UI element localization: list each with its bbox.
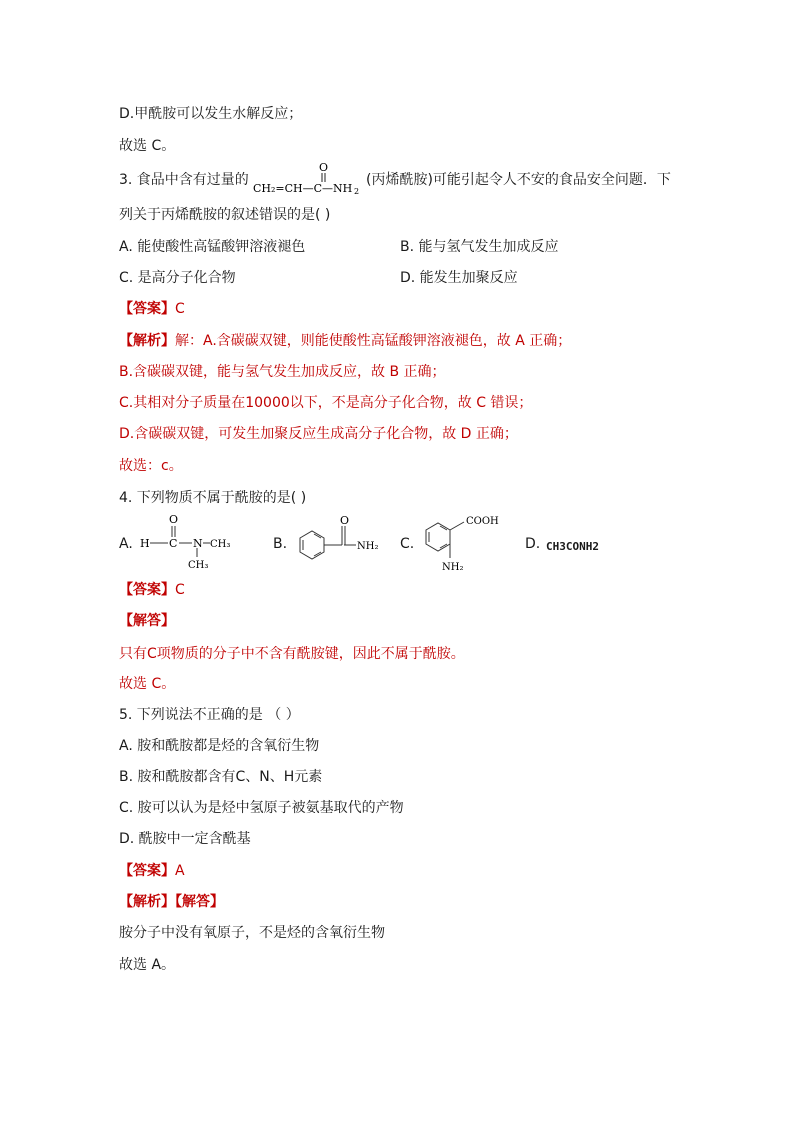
q3-analysis-line-4: D.含碳碳双键，可发生加聚反应生成高分子化合物，故 D 正确；: [119, 426, 518, 442]
struct-b-o: O: [340, 514, 350, 527]
q5-answer-tag: 【答案】: [119, 863, 175, 879]
q5-stem: 5. 下列说法不正确的是 （ ）: [119, 707, 300, 723]
q5-option-d: D. 酰胺中一定含酰基: [119, 831, 251, 847]
q4-structure-a: [138, 510, 230, 572]
q4-answer-tag: 【答案】: [119, 582, 175, 598]
q3-option-b: B. 能与氢气发生加成反应: [400, 239, 559, 255]
q4-solution-tag: 【解答】: [119, 613, 175, 629]
q5-option-a: A. 胺和酰胺都是烃的含氧衍生物: [119, 738, 320, 754]
q3-stem-prefix: 3. 食品中含有过量的: [119, 172, 249, 188]
struct-c-nh2: NH₂: [442, 562, 464, 573]
struct-a-o: O: [169, 513, 179, 526]
q4-option-b-label: B.: [273, 536, 288, 552]
q4-solution: 只有C项物质的分子中不含有酰胺键，因此不属于酰胺。: [119, 646, 465, 662]
acrylamide-sub: 2: [354, 187, 360, 196]
q3-option-a: A. 能使酸性高锰酸钾溶液褪色: [119, 239, 306, 255]
q4-structure-c: [418, 510, 510, 576]
q3-analysis-line-3: C.其相对分子质量在10000以下，不是高分子化合物，故 C 错误；: [119, 395, 533, 411]
q3-stem-suffix: (丙烯酰胺)可能引起令人不安的食品安全问题．下: [366, 172, 671, 188]
q4-choice: 故选 C。: [119, 676, 176, 692]
acrylamide-formula: [250, 160, 362, 196]
q3-analysis-tag: 【解析】: [119, 333, 175, 349]
q4-stem: 4. 下列物质不属于酰胺的是( ): [119, 490, 307, 506]
q2-choice: 故选 C。: [119, 138, 176, 154]
struct-c-cooh: COOH: [466, 516, 499, 527]
q5-choice: 故选 A。: [119, 957, 176, 973]
q3-answer-value: C: [175, 301, 185, 317]
q4-option-d-formula: CH3CONH2: [546, 540, 599, 553]
acrylamide-chain: CH₂=CH—C—NH: [253, 182, 353, 195]
q3-analysis-line-1: [119, 331, 571, 351]
q3-answer-tag: 【答案】: [119, 301, 175, 317]
q5-answer: [119, 861, 185, 881]
acrylamide-o: O: [319, 161, 329, 174]
struct-a-ch3-top: CH₃: [210, 539, 230, 550]
q5-option-b: B. 胺和酰胺都含有C、N、H元素: [119, 769, 323, 785]
q4-option-d-label: D.: [525, 536, 541, 552]
q3-option-d: D. 能发生加聚反应: [400, 270, 518, 286]
q4-option-c-label: C.: [400, 536, 415, 552]
q5-option-c: C. 胺可以认为是烃中氢原子被氨基取代的产物: [119, 800, 404, 816]
q5-answer-value: A: [175, 863, 185, 879]
q4-structure-b: [290, 514, 382, 570]
struct-a-ch3-bottom: CH₃: [188, 560, 209, 571]
q3-stem-line2: 列关于丙烯酰胺的叙述错误的是( ): [119, 207, 331, 223]
q3-choice: 故选：c。: [119, 458, 183, 474]
q4-option-a-label: A.: [119, 536, 133, 552]
q5-solution: 胺分子中没有氧原子，不是烃的含氧衍生物: [119, 925, 385, 941]
q2-option-d-explanation: D.甲酰胺可以发生水解反应；: [119, 106, 303, 122]
q4-answer-value: C: [175, 582, 185, 598]
struct-a-h: H: [140, 537, 150, 550]
struct-a-n: N: [193, 537, 203, 550]
q5-analysis-tag: 【解析】【解答】: [119, 894, 224, 910]
q3-answer: [119, 299, 185, 319]
q4-answer: [119, 580, 185, 600]
q3-option-c: C. 是高分子化合物: [119, 270, 236, 286]
q3-analysis-line-2: B.含碳碳双键，能与氢气发生加成反应，故 B 正确；: [119, 364, 446, 380]
struct-b-nh2: NH₂: [357, 541, 379, 552]
q3-analysis-text-1: 解：A.含碳碳双键，则能使酸性高锰酸钾溶液褪色，故 A 正确；: [175, 333, 572, 349]
struct-a-c: C: [169, 537, 178, 550]
